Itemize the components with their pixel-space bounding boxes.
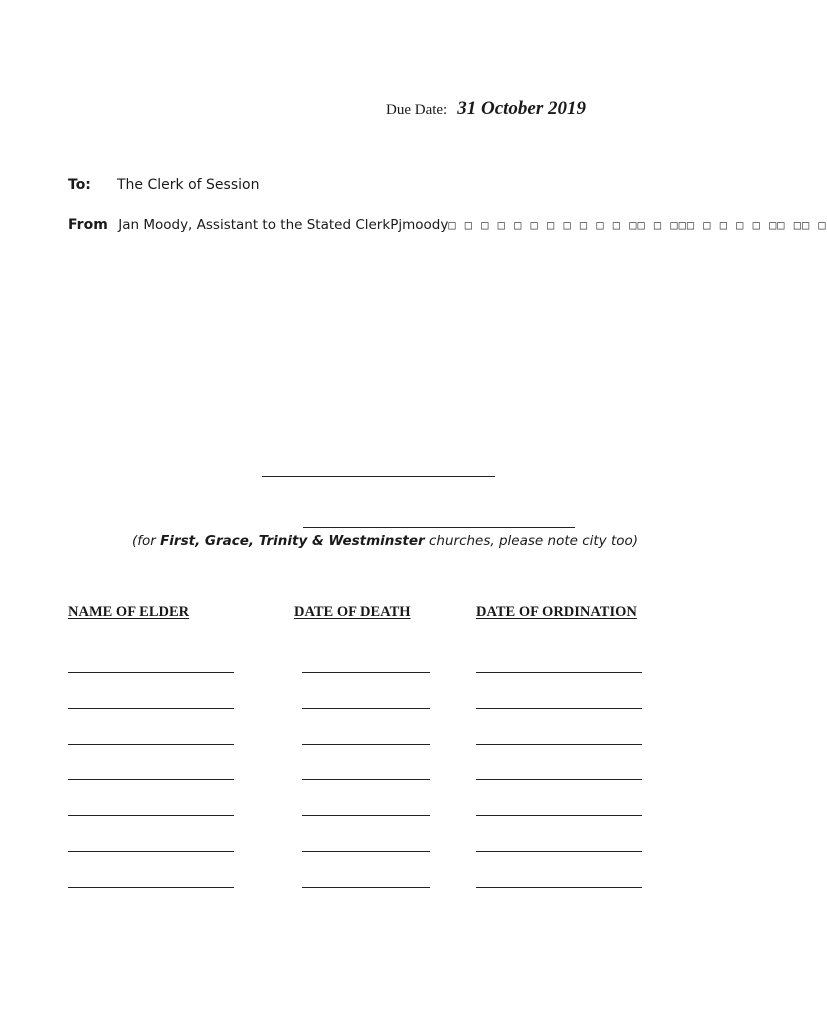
note-church-names: First, Grace, Trinity & Westminster [160,533,425,549]
from-sender: Jan Moody, Assistant to the Stated Clerk [118,217,391,233]
date-of-death-line[interactable] [302,672,430,673]
name-of-elder-line[interactable] [68,672,234,673]
name-of-elder-line[interactable] [68,744,234,745]
name-of-elder-line[interactable] [68,708,234,709]
date-of-death-line[interactable] [302,815,430,816]
date-of-death-line[interactable] [302,887,430,888]
date-of-ordination-line[interactable] [476,779,642,780]
note-open: (for [131,533,161,549]
header-date-of-ordination: DATE OF ORDINATION [476,604,637,620]
date-of-ordination-line[interactable] [476,672,642,673]
header-name-of-elder: NAME OF ELDER [68,604,190,620]
date-of-death-line[interactable] [302,851,430,852]
due-date [386,98,586,120]
date-of-death-line[interactable] [302,708,430,709]
from-trailing-text: Pjmoody [390,217,449,233]
name-of-elder-line[interactable] [68,779,234,780]
date-of-ordination-line[interactable] [476,744,642,745]
due-date-value: 31 October 2019 [457,98,586,119]
date-of-ordination-line[interactable] [476,887,642,888]
header-date-of-death: DATE OF DEATH [294,604,411,620]
to-label: To: [68,177,91,193]
date-of-death-line[interactable] [302,744,430,745]
name-of-elder-line[interactable] [68,851,234,852]
note-rest: churches, please note city too) [424,533,639,549]
city-line[interactable] [303,527,575,528]
due-date-label: Due Date: [386,102,448,118]
to-recipient: The Clerk of Session [117,177,260,193]
from-line [68,216,827,234]
date-of-ordination-line[interactable] [476,815,642,816]
date-of-death-line[interactable] [302,779,430,780]
church-name-line[interactable] [262,476,495,477]
from-label: From [68,217,108,233]
name-of-elder-line[interactable] [68,887,234,888]
church-note [0,533,770,549]
name-of-elder-line[interactable] [68,815,234,816]
garbled-characters: □ □ □ □ □ □ □ □ □ □ □ □□ □ □□□ □ □ □ □ □□ □□ □ [448,218,827,232]
date-of-ordination-line[interactable] [476,851,642,852]
date-of-ordination-line[interactable] [476,708,642,709]
